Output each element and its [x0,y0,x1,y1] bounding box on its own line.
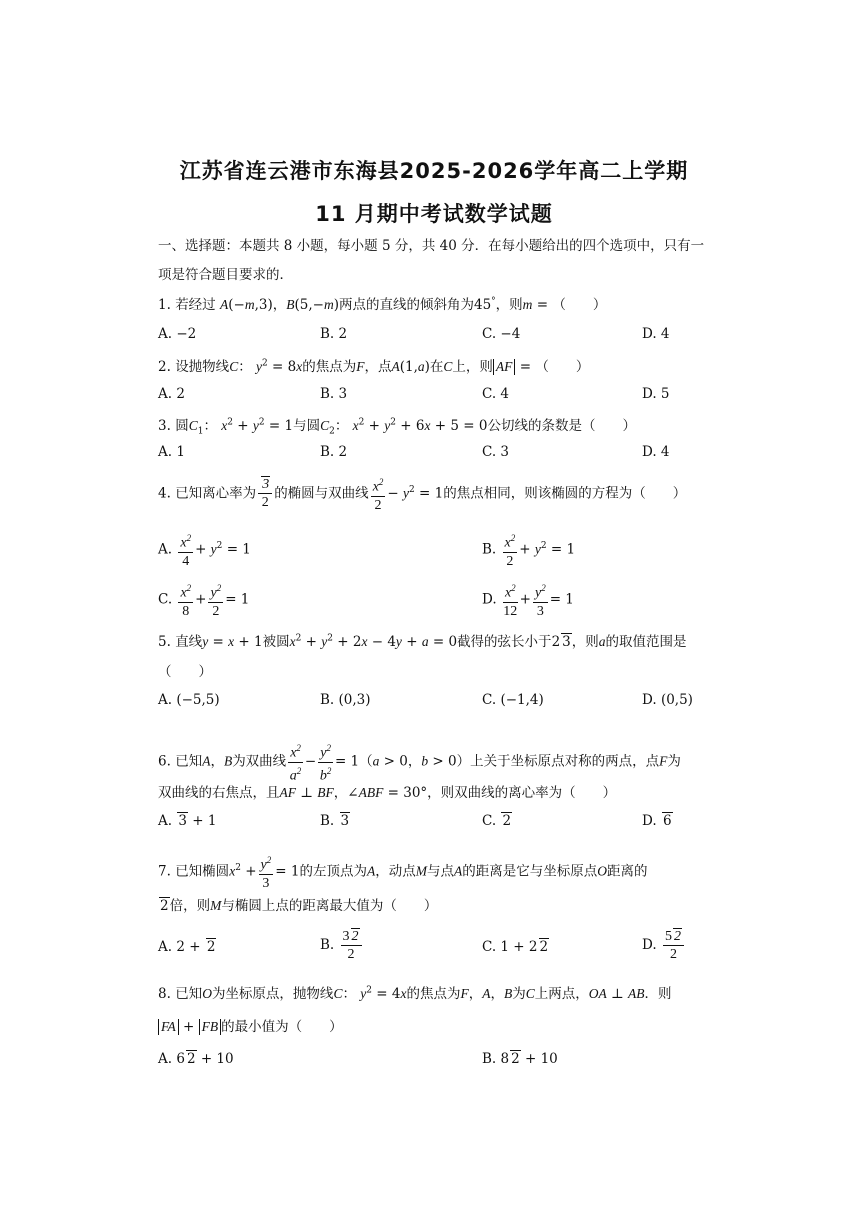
section-instructions: 一、选择题：本题共 8 小题，每小题 5 分，共 40 分．在每小题给出的四个选项中，只有一项是符合题目要求的． [158,238,705,283]
question-5: 5. 直线y = x + 1被圆$x^2 + y^2 + 2x - 4y + a = 0$截得的弦长小于2 3，则a的取值范围是 [158,633,687,650]
exam-title-line2: 11 月期中考试数学试题 [315,202,553,226]
q7-option-a[interactable]: A. 2 + 2 [158,939,216,955]
q1-option-d[interactable]: D. 4 [642,326,670,342]
q8-option-a[interactable]: A. 6 2 + 10 [158,1051,234,1067]
question-7-line2: 2倍，则M与椭圆上点的距离最大值为（ ） [160,898,438,914]
q6-option-c[interactable]: C. 2 [482,813,512,829]
q4-option-c[interactable]: C. $\frac{x^2}{8}$ + $\frac{y^2}{2}$ = 1 [158,580,249,620]
q5-option-c[interactable]: C. (−1,4) [482,692,544,708]
q2-option-d[interactable]: D. 5 [642,386,670,402]
q4-option-d[interactable]: D. $\frac{x^2}{12}$ + $\frac{y^2}{3}$ = 1 [482,580,574,620]
q6-option-b[interactable]: B. 3 [320,813,350,829]
q3-option-c[interactable]: C. 3 [482,444,510,460]
q1-option-a[interactable]: A. −2 [158,326,197,342]
question-1: 1. 若经过 A(−m,3)，B(5,−m)两点的直线的倾斜角为45°，则m = （ ） [158,296,607,313]
q2-option-b[interactable]: B. 3 [320,386,348,402]
question-6: 6. 已知A，B为双曲线 $\frac{x^2}{a^2}$ − $\frac{y^2}{b^2}$ = 1（a > 0，b > 0）上关于坐标原点对称的两点，点F为 [158,740,681,784]
question-2: 2. 设抛物线C： $y^2 = 8x$的焦点为F，点A(1,a)在C上，则 AF = （ ） [158,358,590,375]
q4-option-b[interactable]: B. $\frac{x^2}{2}$ + $y^2 = 1$ [482,530,575,570]
question-7: 7. 已知椭圆$x^2$ + $\frac{y^2}{3}$ = 1的左顶点为A，动点M与点A的距离是它与坐标原点O距离的 [158,852,647,892]
question-4: 4. 已知离心率为 $\frac{3}{2}$ 的椭圆与双曲线 $\frac{x^2}{2}$ − $y^2 = 1$的焦点相同，则该椭圆的方程为（ ） [158,474,686,514]
question-3: 3. 圆$C_1$： $x^2 + y^2 = 1$与圆$C_2$： $x^2 + y^2 + 6x + 5 = 0$公切线的条数是（ ） [158,417,636,437]
q2-option-a[interactable]: A. 2 [158,386,185,402]
question-8-line2: FA + FB 的最小值为（ ） [158,1015,343,1035]
q5-option-a[interactable]: A. (−5,5) [158,692,220,708]
exam-title-line1: 江苏省连云港市东海县2025-2026学年高二上学期 [179,159,689,183]
q8-option-b[interactable]: B. 8 2 + 10 [482,1051,558,1067]
q3-option-a[interactable]: A. 1 [158,444,185,460]
q7-option-b[interactable]: B. $\frac{3 2}{2}$ [320,928,364,963]
q4-option-a[interactable]: A. $\frac{x^2}{4}$ + $y^2 = 1$ [158,530,251,570]
q5-option-d[interactable]: D. (0,5) [642,692,693,708]
q2-option-c[interactable]: C. 4 [482,386,510,402]
q7-option-c[interactable]: C. 1 + 2 2 [482,939,549,955]
q6-option-d[interactable]: D. 6 [642,813,672,829]
q3-option-b[interactable]: B. 2 [320,444,348,460]
q5-paren: （ ） [158,664,212,680]
q5-option-b[interactable]: B. (0,3) [320,692,371,708]
question-6-line2: 双曲线的右焦点，且AF ⊥ BF，∠ABF = 30°，则双曲线的离心率为（ ） [158,785,617,801]
q3-option-d[interactable]: D. 4 [642,444,670,460]
question-8: 8. 已知O为坐标原点，抛物线C： $y^2 = 4x$的焦点为F，A，B为C上两点，OA ⊥ AB．则 [158,985,672,1002]
q1-option-b[interactable]: B. 2 [320,326,348,342]
q6-option-a[interactable]: A. 3 + 1 [158,813,217,829]
q1-option-c[interactable]: C. −4 [482,326,521,342]
q7-option-d[interactable]: D. $\frac{5 2}{2}$ [642,928,686,963]
